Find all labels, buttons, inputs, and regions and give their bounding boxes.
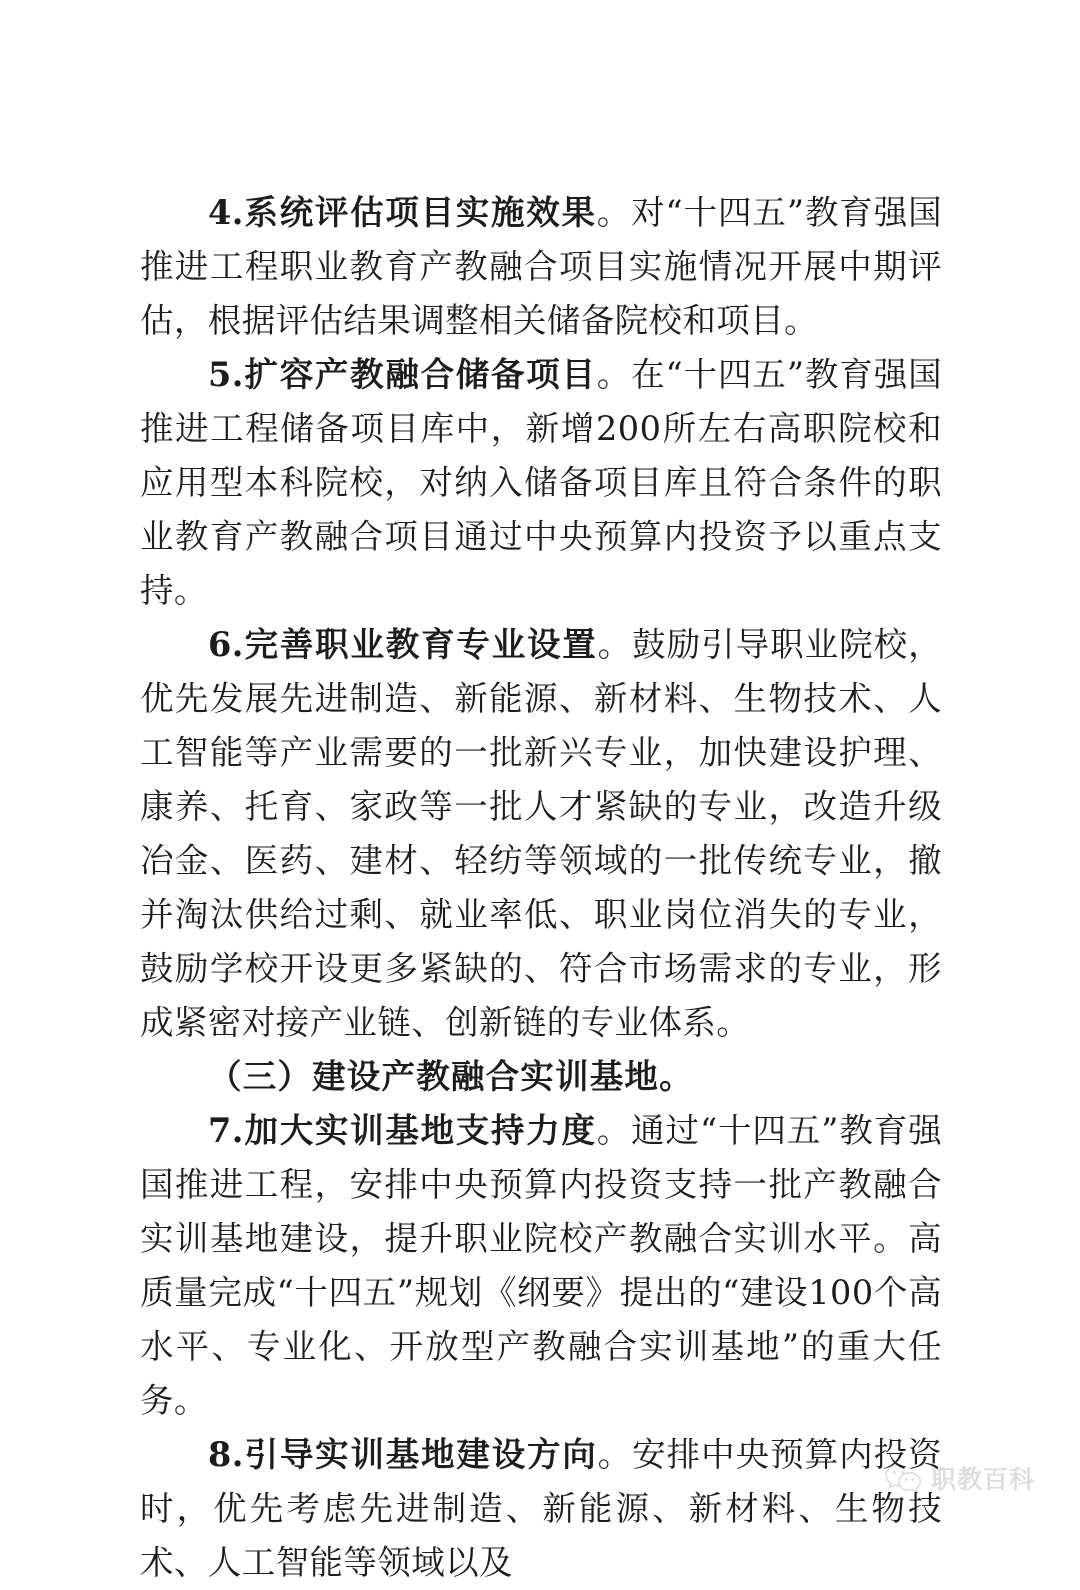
item-body-5-part-2: 所左右高职院校和应用型本科院校，对纳入储备项目库且符合条件的职业教育产教融合项目通过中央预算内投资予以重点支持。 (140, 409, 942, 610)
item-number-8: 8. (208, 1435, 244, 1474)
item-lead-7: 加大实训基地支持力度 (243, 1111, 597, 1150)
document-text-column (140, 186, 942, 1590)
item-number-7: 7. (208, 1111, 244, 1150)
watermark-label: 职教百科 (931, 1464, 1036, 1494)
item-lead-4: 系统评估项目实施效果 (243, 193, 597, 232)
paragraph-item-7 (140, 1104, 942, 1428)
item-body-7-part-2: 个高水平、专业化、开放型产教融合实训基地”的重大任务。 (140, 1273, 942, 1420)
item-5-inline-number: 200 (595, 409, 662, 448)
wechat-logo-icon (884, 1462, 924, 1496)
item-body-7-part-1: 。通过“十四五”教育强国推进工程，安排中央预算内投资支持一批产教融合实训基地建设，提升职业院校产教融合实训水平。高质量完成“十四五”规划《纲要》提出的“建设 (140, 1111, 943, 1312)
paragraph-item-5 (140, 348, 942, 618)
subheading-section-three: （三）建设产教融合实训基地。 (208, 1057, 694, 1096)
watermark (884, 1462, 1035, 1496)
item-body-8: 。安排中央预算内投资时，优先考虑先进制造、新能源、新材料、生物技术、人工智能等领域以及 (140, 1435, 943, 1582)
item-lead-6: 完善职业教育专业设置 (243, 625, 598, 664)
item-lead-5: 扩容产教融合储备项目 (243, 355, 597, 394)
paragraph-item-8 (140, 1428, 942, 1590)
item-lead-8: 引导实训基地建设方向 (243, 1435, 598, 1474)
item-body-5-part-1: 。在“十四五”教育强国推进工程储备项目库中，新增 (140, 355, 943, 448)
item-number-5: 5. (208, 355, 244, 394)
item-body-6: 。鼓励引导职业院校，优先发展先进制造、新能源、新材料、生物技术、人工智能等产业需要的一批新兴专业，加快建设护理、康养、托育、家政等一批人才紧缺的专业，改造升级冶金、医药、建材、轻纺等领域的一批传统专业，撤并淘汰供给过剩、就业率低、职业岗位消失的专业，鼓励学校开设更多紧缺的、符合市场需求的专业，形成紧密对接产业链、创新链的专业体系。 (140, 625, 943, 1042)
item-7-inline-number: 100 (808, 1273, 874, 1312)
item-number-4: 4. (208, 193, 244, 232)
item-body-4: 。对“十四五”教育强国推进工程职业教育产教融合项目实施情况开展中期评估，根据评估结果调整相关储备院校和项目。 (140, 193, 943, 340)
paragraph-item-4 (140, 186, 942, 348)
paragraph-item-6 (140, 618, 942, 1050)
item-number-6: 6. (208, 625, 244, 664)
